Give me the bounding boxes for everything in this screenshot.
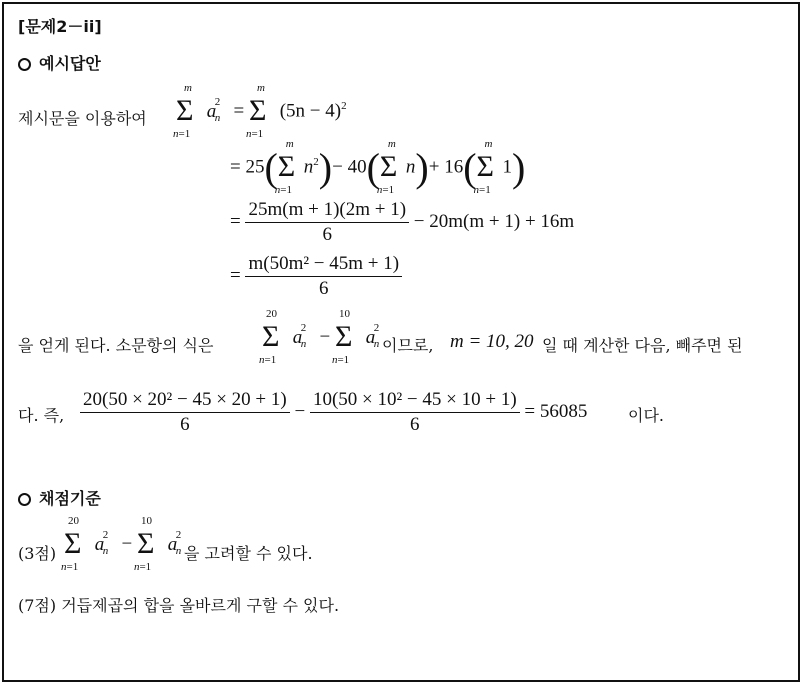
problem-label: [문제2－ii] [18,17,102,36]
equation-line-1: Σ m n=1 a 2 n = Σ m n=1 $(5n - 4)^2$ [173,82,347,140]
paragraph-line-1b: 이므로, [382,336,434,355]
paragraph-line-2b: 이다. [628,406,664,425]
criteria-text-1: 을 고려할 수 있다. [184,544,313,563]
equation-line-4: = $\frac{\text{m(50m² − 45m + 1)}}{6}$ [230,252,402,301]
fraction: $\frac{25m(m + 1)(2m + 1)}{6}$ [245,198,409,247]
equation-line-3: = $\frac{25m(m + 1)(2m + 1)}{6}$ − 20m(m + 1) + 16m [230,199,575,245]
sigma-symbol: Σ m n=1 [173,82,194,140]
section-criteria-title: 채점기준 [39,489,101,508]
equation-line-2: = 25( Σ m n=1 $n^2)- 40$( Σ m n=1 n)+ 16( Σ m n=1 1) [230,138,526,196]
sigma-symbol: Σ m n=1 [473,138,495,196]
paragraph-line-2: 다. 즉, [18,406,65,425]
criteria-text-2: 거듭제곱의 합을 올바르게 구할 수 있다. [61,596,340,615]
criteria-item-2 [18,593,339,616]
criteria-points-2: (7점) [18,596,57,615]
section-criteria [18,486,101,509]
eq1-rhs: (5n − 4) [279,100,342,122]
intro-text: 제시문을 이용하여 [18,109,147,128]
fraction: $\frac{\text{m(50m² − 45m + 1)}}{6}$ [245,252,402,301]
criteria-points-1: (3점) [18,544,57,563]
circle-bullet-icon [18,493,31,506]
final-computation: $\frac{\text{20(50 × 20² − 45 × 20 + 1)}}{6}$ − $\frac{\text{10(50 × 10² − 45 × 10 + 1)}}{6}$ = 56085 [80,388,587,437]
sigma-symbol: Σ m n=1 [274,138,296,196]
section-answer [18,51,101,74]
paragraph-line-1: 을 얻게 된다. 소문항의 식은 [18,336,214,355]
criteria-expression: Σ 20 n=1 a 2 n − Σ 10 n=1 a 2 n [61,515,182,573]
sigma-symbol: Σ m n=1 [245,82,267,140]
result-value: = 56085 [524,400,588,422]
m-values: m = 10, 20 [450,331,534,352]
paragraph-line-1c: 일 때 계산한 다음, 빼주면 된 [542,336,743,355]
sigma-symbol: Σ m n=1 [376,138,398,196]
circle-bullet-icon [18,58,31,71]
subproblem-expression: Σ 20 n=1 a 2 n − Σ 10 n=1 a 2 n [259,308,380,366]
section-answer-title: 예시답안 [39,54,101,73]
